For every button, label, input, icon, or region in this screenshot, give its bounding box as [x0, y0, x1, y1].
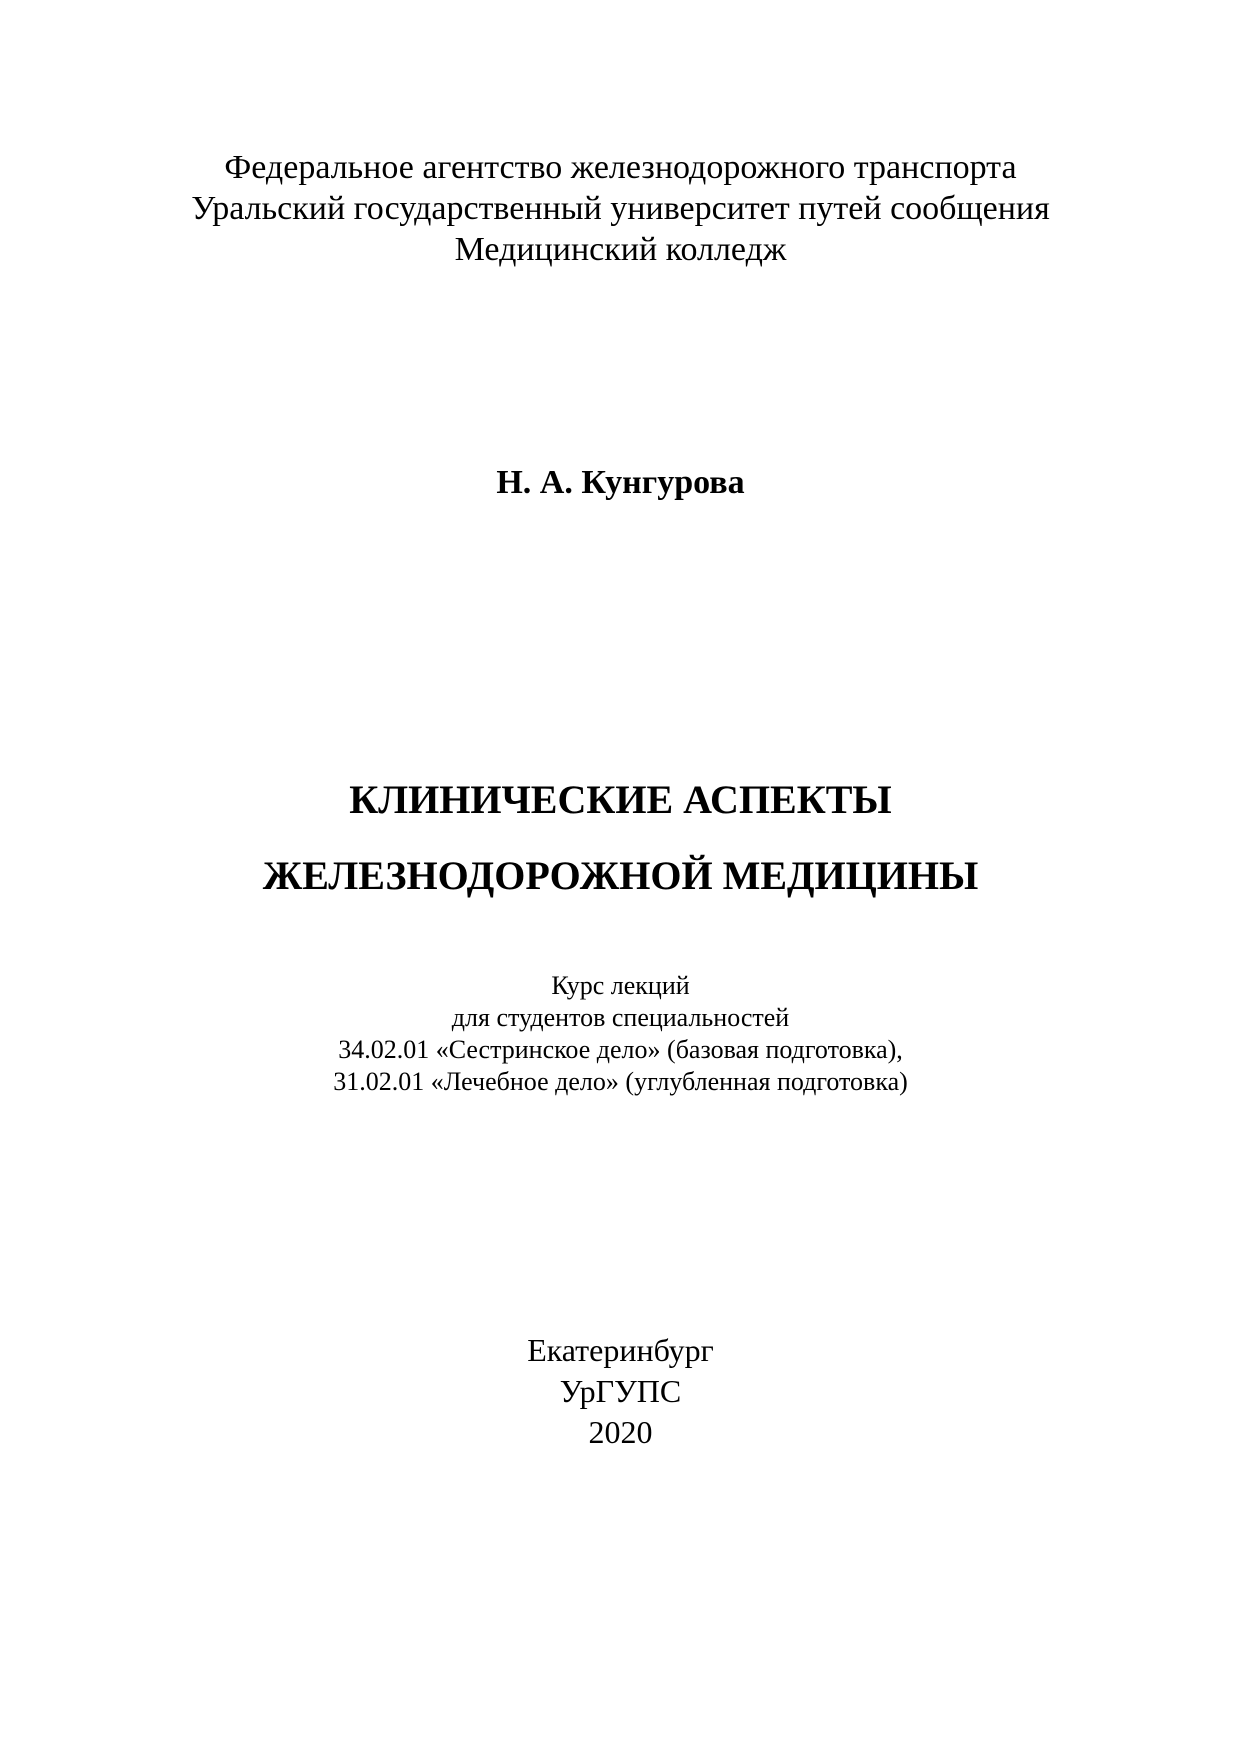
organization-header — [0, 147, 1241, 270]
imprint-year: 2020 — [588, 1414, 653, 1450]
college-name: Медицинский колледж — [454, 231, 787, 268]
subtitle-line-4: 31.02.01 «Лечебное дело» (углубленная подготовка) — [333, 1067, 908, 1096]
title-line-1: КЛИНИЧЕСКИЕ АСПЕКТЫ — [349, 777, 892, 822]
imprint-publisher: УрГУПС — [559, 1373, 682, 1409]
subtitle-line-3: 34.02.01 «Сестринское дело» (базовая подготовка), — [338, 1035, 903, 1064]
subtitle-line-2: для студентов специальностей — [451, 1003, 790, 1032]
university-name: Уральский государственный университет путей сообщения — [191, 190, 1050, 227]
title-line-2: ЖЕЛЕЗНОДОРОЖНОЙ МЕДИЦИНЫ — [262, 853, 979, 898]
subtitle-line-1: Курс лекций — [551, 971, 690, 1000]
author-name — [0, 462, 1241, 503]
imprint — [0, 1330, 1241, 1453]
agency-name: Федеральное агентство железнодорожного транспорта — [224, 149, 1017, 186]
document-subtitle — [0, 970, 1241, 1098]
author-text: Н. А. Кунгурова — [496, 464, 745, 501]
imprint-city: Екатеринбург — [527, 1332, 714, 1368]
document-title — [0, 762, 1241, 914]
